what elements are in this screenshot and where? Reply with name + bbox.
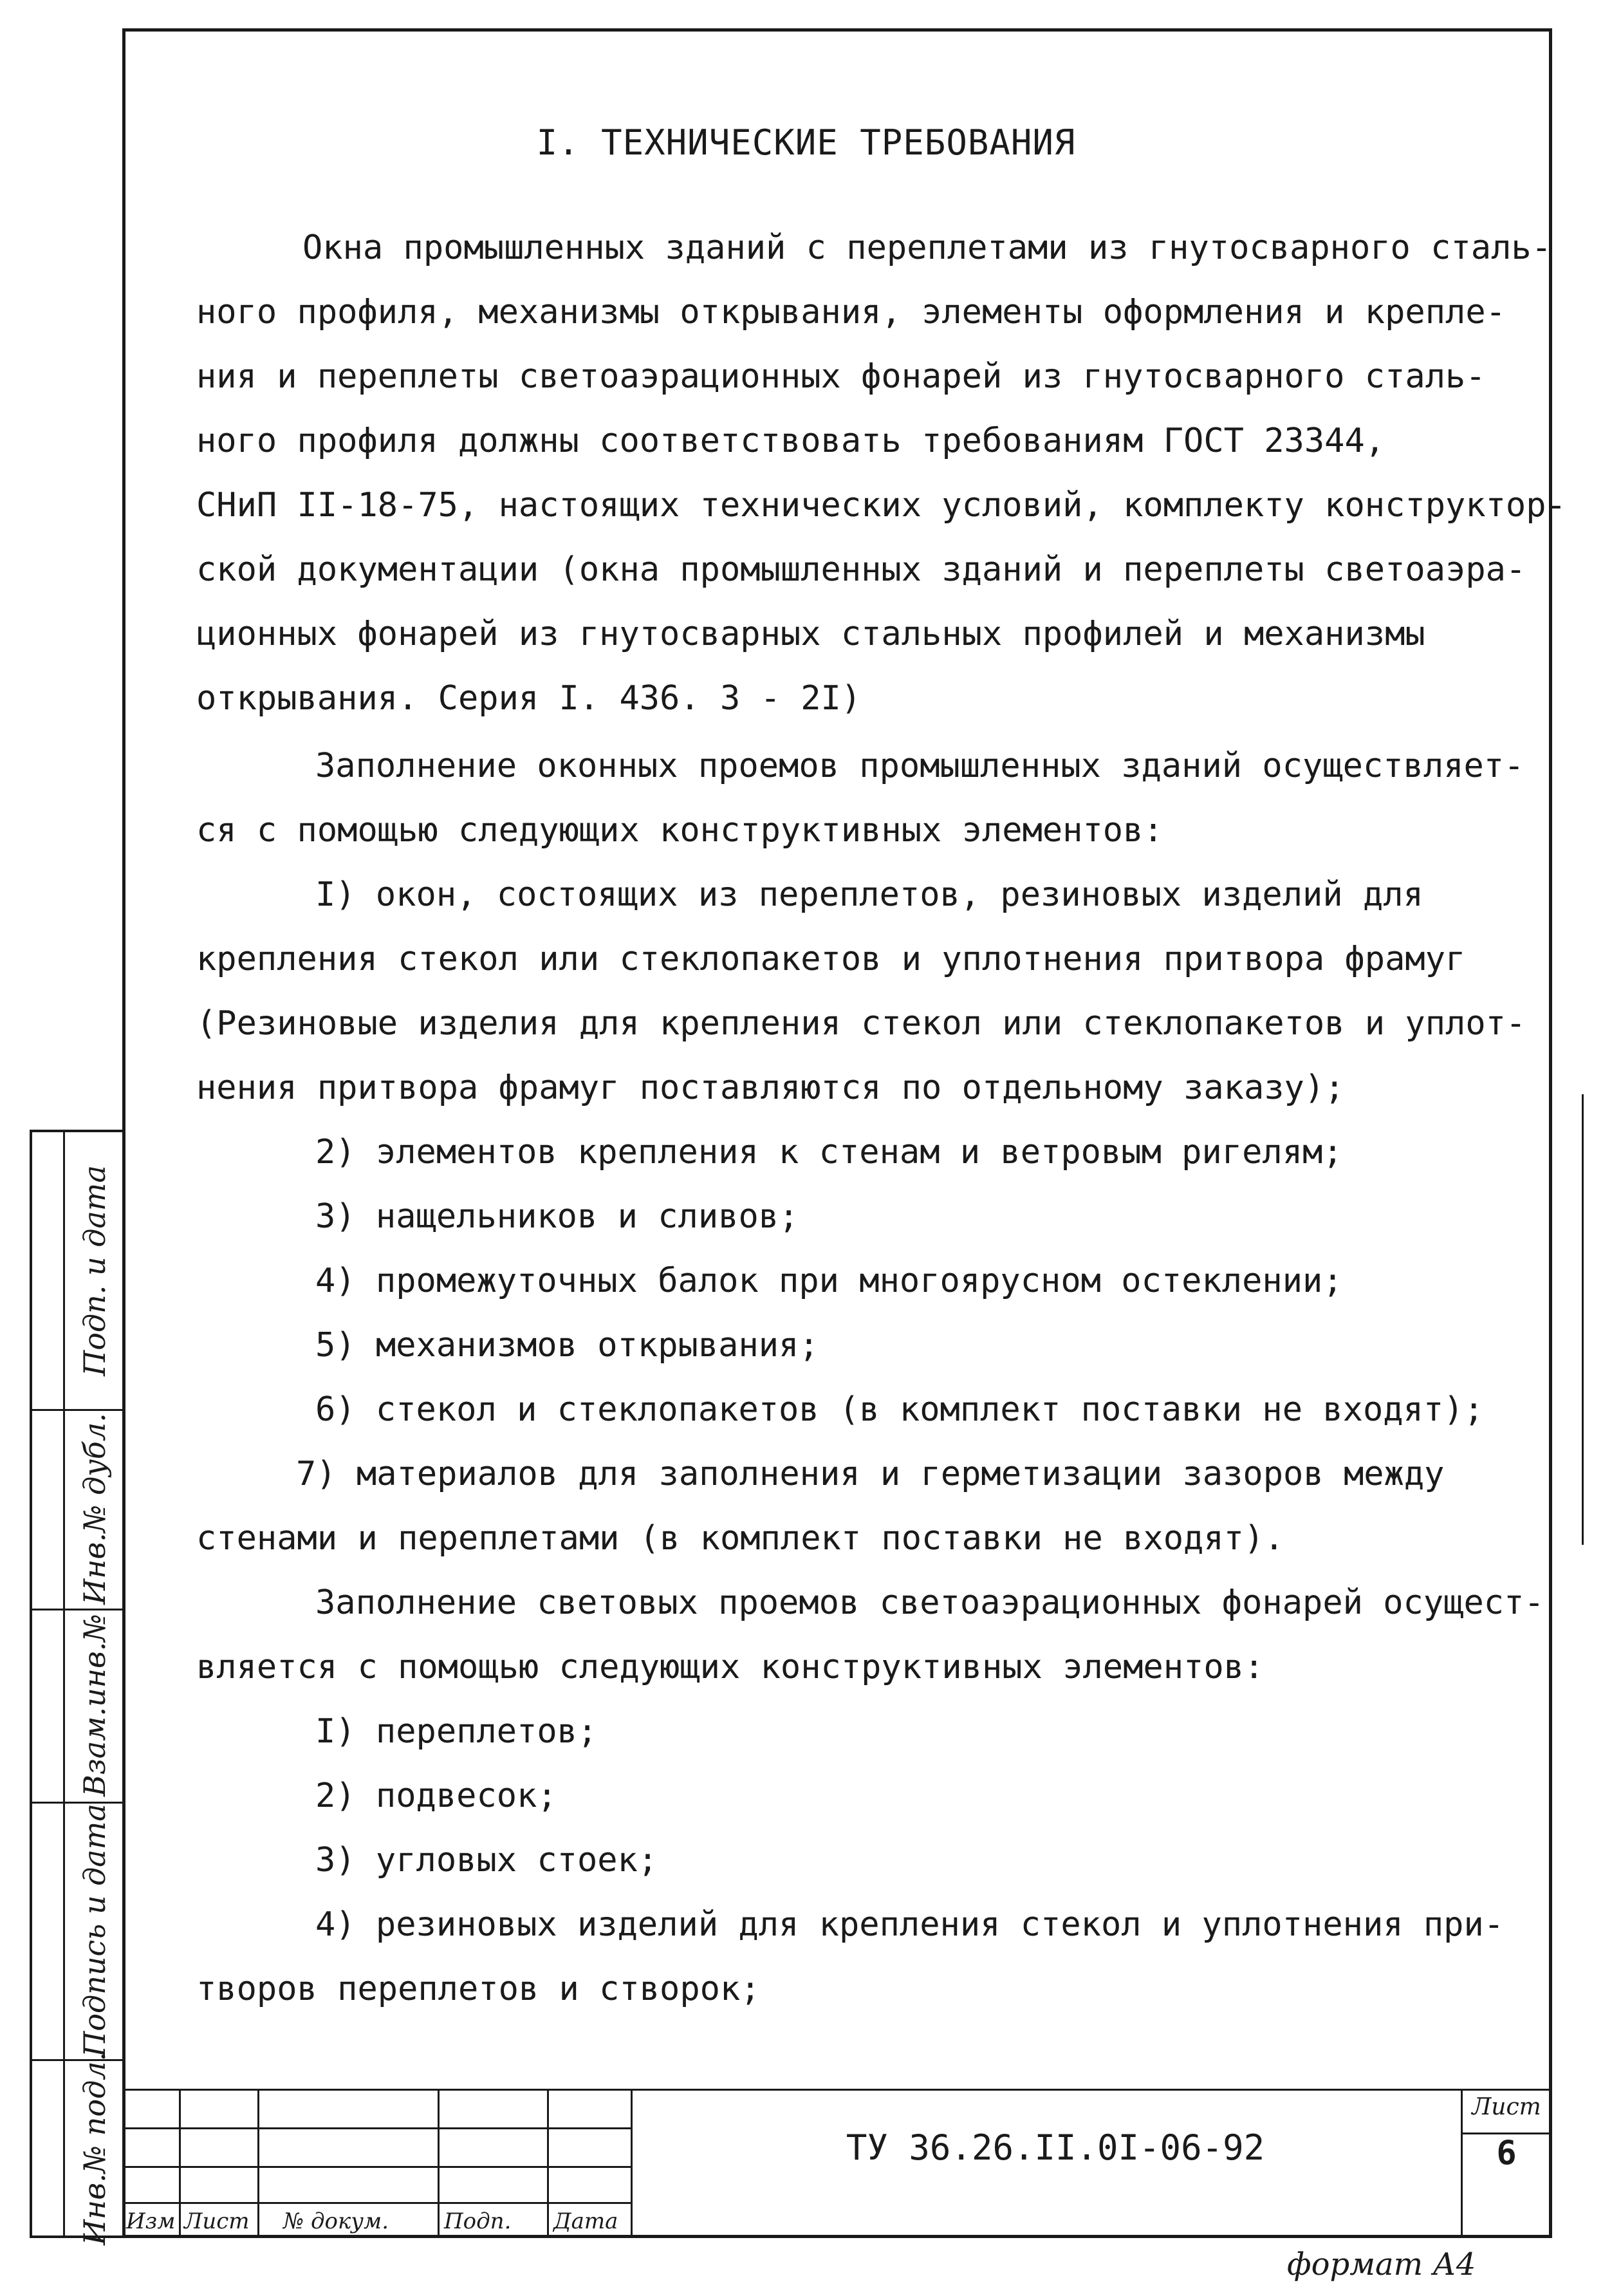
text-line: I) окон, состоящих из переплетов, резиновых изделий для [315, 875, 1423, 914]
stamp-podp-i-data: Подп. и дата [77, 1165, 112, 1376]
text-line: I) переплетов; [315, 1712, 598, 1751]
section-title: I. ТЕХНИЧЕСКИЕ ТРЕБОВАНИЯ [536, 122, 1076, 163]
text-line: открывания. Серия I. 436. 3 - 2I) [196, 679, 862, 718]
text-line: 2) элементов крепления к стенам и ветровым ригелям; [315, 1133, 1343, 1171]
stamp-inv-podl: Инв.№ подл. [77, 2051, 113, 2246]
text-line: творов переплетов и створок; [196, 1970, 761, 2008]
tb-col-list: Лист [184, 2208, 250, 2234]
tb-col-data: Дата [553, 2208, 618, 2234]
tb-col-line [179, 2089, 181, 2238]
text-line: 7) материалов для заполнения и герметизации зазоров между [296, 1455, 1445, 1493]
text-line: стенами и переплетами (в комплект поставки не входят). [196, 1519, 1284, 1558]
text-line: крепления стекол или стеклопакетов и уплотнения притвора фрамуг [196, 940, 1466, 978]
text-line: ской документации (окна промышленных зданий и переплеты светоаэра- [196, 550, 1526, 589]
tb-col-line [438, 2089, 440, 2238]
text-line: 4) промежуточных балок при многоярусном остеклении; [315, 1262, 1343, 1300]
text-line: Заполнение световых проемов светоаэрационных фонарей осущест- [315, 1583, 1544, 1622]
tb-col-line [257, 2089, 259, 2238]
text-line: (Резиновые изделия для крепления стекол или стеклопакетов и уплот- [196, 1004, 1526, 1043]
title-block [122, 2089, 1552, 2238]
text-line: ционных фонарей из гнутосварных стальных профилей и механизмы [196, 615, 1425, 653]
text-line: 3) угловых стоек; [315, 1841, 658, 1880]
text-line: Заполнение оконных проемов промышленных зданий осуществляет- [315, 747, 1524, 785]
tb-col-podp: Подп. [444, 2208, 512, 2234]
text-line: ного профиля, механизмы открывания, элементы оформления и крепле- [196, 293, 1506, 331]
text-line: 4) резиновых изделий для крепления стекол и уплотнения при- [315, 1905, 1505, 1944]
sheet-number: 6 [1496, 2134, 1517, 2172]
text-line: 3) нащельников и сливов; [315, 1197, 799, 1236]
tb-row-line [122, 2127, 631, 2129]
tb-col-izm: Изм [126, 2208, 176, 2234]
text-line: 2) подвесок; [315, 1777, 557, 1815]
text-line: 5) механизмов открывания; [315, 1326, 819, 1365]
side-stamp [30, 1130, 122, 2246]
text-line: СНиП II-18-75, настоящих технических условий, комплекту конструктор- [196, 486, 1566, 525]
stamp-podpis-data: Подпись и дата [77, 1804, 113, 2057]
text-line: ния и переплеты светоаэрационных фонарей из гнутосварного сталь- [196, 357, 1486, 396]
text-line: ного профиля должны соответствовать требованиям ГОСТ 23344, [196, 422, 1385, 460]
tb-col-line [631, 2089, 633, 2238]
stamp-vzam-inv: Взам.инв.№ [77, 1614, 112, 1797]
text-line: Окна промышленных зданий с переплетами из гнутосварного сталь- [302, 229, 1552, 267]
tb-col-doc: № докум. [283, 2208, 389, 2234]
sheet-label: Лист [1472, 2094, 1541, 2120]
tb-row-line [122, 2202, 631, 2204]
document-code: ТУ 36.26.II.0I-06-92 [846, 2127, 1265, 2168]
text-line: ся с помощью следующих конструктивных элементов: [196, 811, 1163, 850]
tb-row-line [122, 2166, 631, 2168]
text-line: 6) стекол и стеклопакетов (в комплект поставки не входят); [315, 1390, 1484, 1429]
text-line: вляется с помощью следующих конструктивных элементов: [196, 1648, 1265, 1686]
stamp-divider [63, 1132, 65, 2235]
margin-mark [1582, 1094, 1584, 1545]
tb-col-line [547, 2089, 549, 2238]
text-line: нения притвора фрамуг поставляются по отдельному заказу); [196, 1069, 1345, 1107]
format-note: формат А4 [1287, 2246, 1476, 2282]
stamp-inv-dubl: Инв.№ дубл. [77, 1413, 113, 1605]
tb-border [122, 2089, 1552, 2091]
